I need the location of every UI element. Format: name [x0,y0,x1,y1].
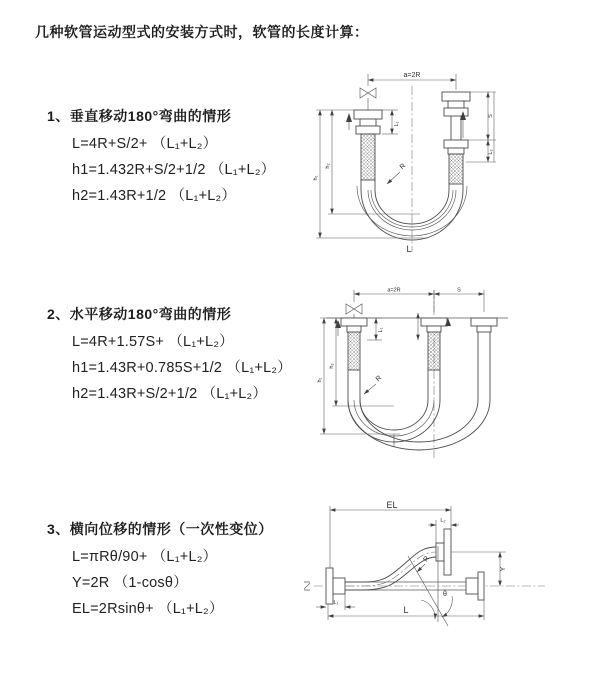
section-2-heading: 2、水平移动180°弯曲的情形 [47,306,232,322]
left-flange [326,568,345,604]
right-flange-original-position [466,572,484,600]
formula-s2-h2: h2=1.43R+S/2+1/2 （L₁+L₂） [72,386,268,402]
left-hose-fitting [354,110,382,180]
dimension-l1 [316,594,355,610]
dimension-el [330,500,451,568]
section-3-heading: 3、横向位移的情形（一次性变位） [47,521,273,537]
label-theta: θ [443,591,447,598]
section-1 [47,106,347,204]
label-l1: L₁ [378,327,384,333]
hose-u-bend [348,370,490,450]
right-hose-fitting [442,92,470,184]
diagram-horizontal-180-bend [312,282,552,472]
label-l-total: L [406,244,412,254]
dimension-l2 [428,518,459,543]
label-a2r: a=2R [403,72,421,79]
label-r: R [422,555,432,564]
dimension-l1 [367,318,384,340]
label-r: R [374,374,384,384]
formula-s1-h2: h2=1.43R+1/2 （L₁+L₂） [72,188,237,204]
label-a2r: a=2R [387,287,401,294]
label-h2: h₂ [329,363,335,369]
left-hose-fitting [341,318,367,370]
label-l2: L₂ [440,518,446,524]
label-y: Y [500,566,507,572]
movement-arrow-left [346,113,352,130]
formula-s2-h1: h1=1.43R+0.785S+1/2 （L₁+L₂） [72,360,292,376]
formula-s3-EL: EL=2Rsinθ+ （L₁+L₂） [72,601,224,617]
label-l2: L₂ [488,149,494,155]
label-el: EL [386,500,398,510]
dimension-l [328,600,484,620]
dimension-s [434,288,484,295]
dimension-a2r [354,288,484,313]
section-2 [47,304,347,402]
dimension-l2 [466,140,496,162]
radius-callout [364,375,383,394]
label-l1: L₁ [333,600,339,606]
diagram-lateral-displacement [300,500,590,665]
middle-hose-fitting [418,313,451,370]
label-s: S [457,287,461,294]
valve-icon [360,88,376,110]
centerline-symbol [304,582,310,590]
section-1-heading: 1、垂直移动180°弯曲的情形 [47,108,232,124]
label-s: S [488,114,494,118]
label-h2: h₂ [325,163,331,169]
label-l: L [403,605,409,615]
diagram-vertical-180-bend [308,66,558,262]
valve-icon [346,304,362,318]
s-curve-hose-displaced [345,547,436,590]
right-hose-fitting-displaced [471,318,497,400]
label-h1: h₁ [317,377,323,383]
label-h1: h₁ [313,175,319,181]
page-title: 几种软管运动型式的安装方式时，软管的长度计算： [35,24,369,40]
label-l1: L₁ [394,121,400,127]
dimension-h2 [329,318,394,406]
formula-s3-Y: Y=2R （1-cosθ） [72,575,188,591]
radius-callout [387,163,407,184]
label-r: R [398,162,408,172]
formula-s2-L: L=4R+1.57S+ （L₁+L₂） [72,334,234,350]
formula-s1-L: L=4R+S/2+ （L₁+L₂） [72,136,218,152]
formula-s1-h1: h1=1.432R+S/2+1/2 （L₁+L₂） [72,162,276,178]
dimension-l1 [382,110,400,134]
formula-s3-L: L=πRθ/90+ （L₁+L₂） [72,549,218,565]
